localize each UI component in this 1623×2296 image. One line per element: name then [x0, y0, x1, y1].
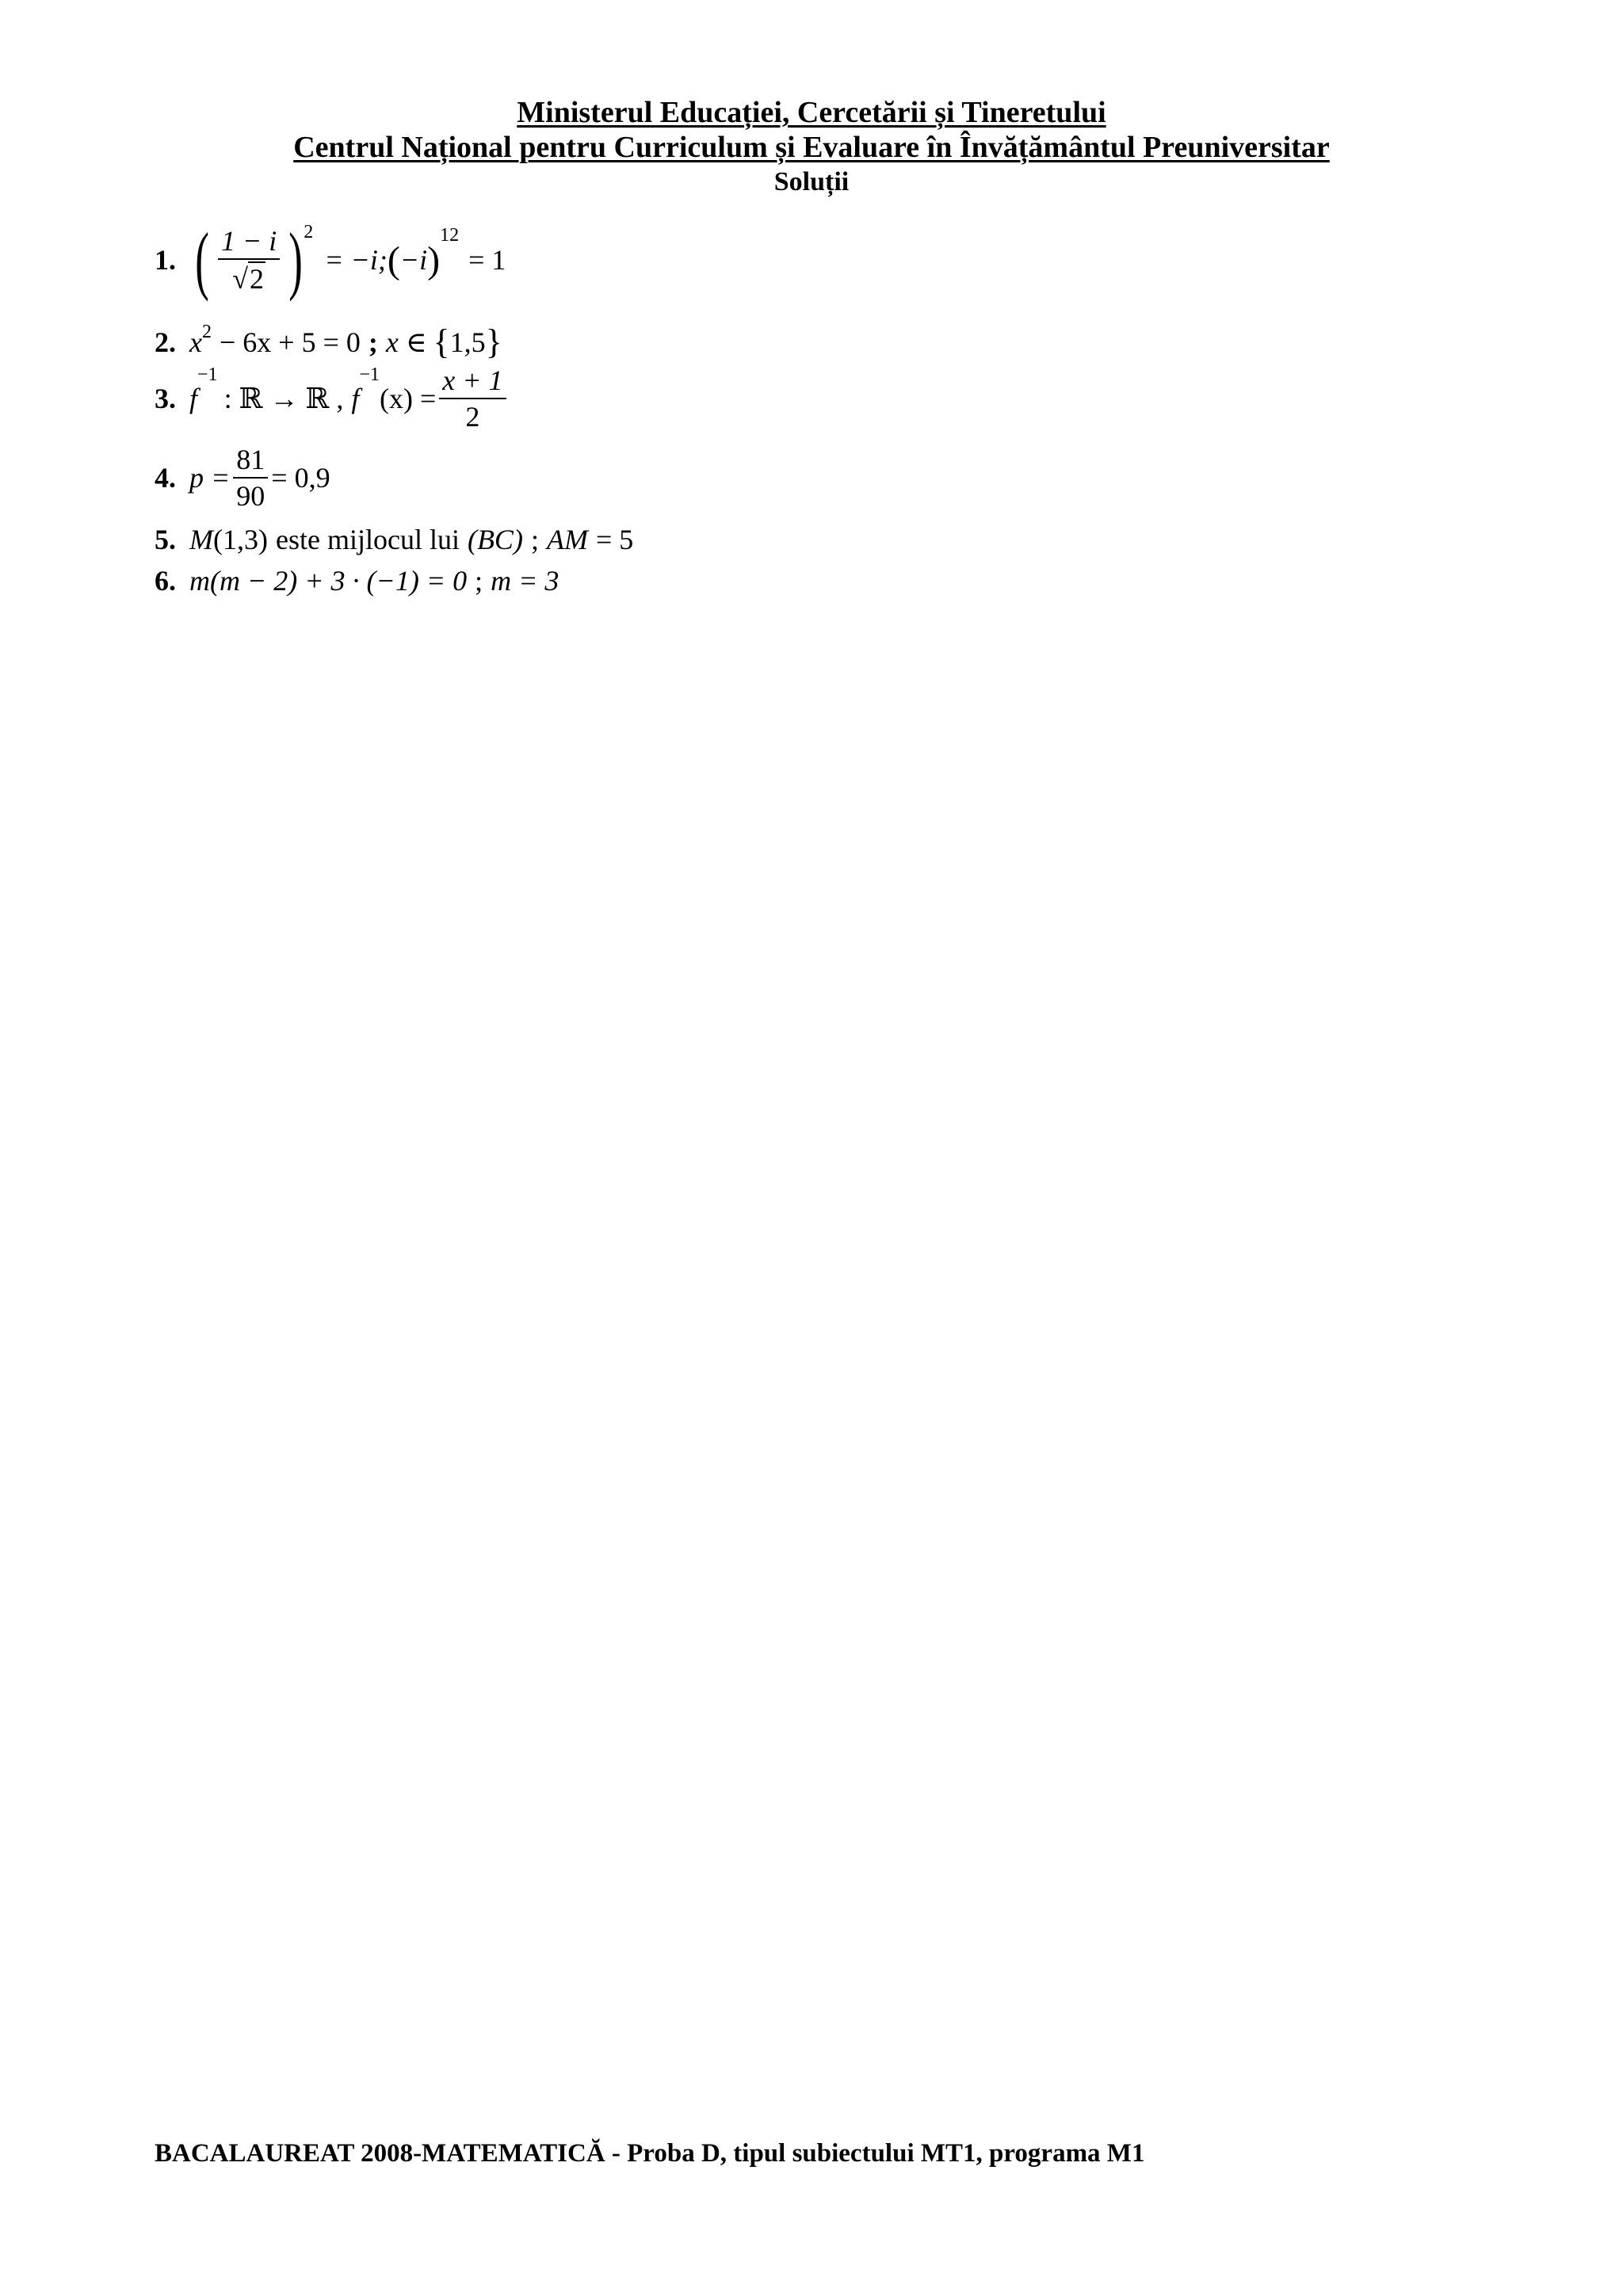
- solution-number: 4.: [155, 462, 176, 494]
- solution-5: [155, 523, 633, 556]
- fraction: 1 − i √ 2: [218, 225, 280, 295]
- page-footer: BACALAUREAT 2008-MATEMATICĂ - Proba D, tipul subiectului MT1, programa M1: [155, 2139, 1145, 2168]
- solution-2-math: x $^2$ − 6x + 5 = 0 ; x ∈ { 1,5 }: [189, 322, 502, 361]
- solution-6: [155, 564, 559, 597]
- solution-number: 1.: [155, 244, 176, 276]
- solution-number: 5.: [155, 524, 176, 555]
- solution-3-math: f $^{-1}$ : ℝ → ℝ , f $^{-1}$ (x) = $\frac{x + 1}{2}$: [189, 364, 510, 433]
- solution-1: [155, 217, 506, 302]
- solution-4: [155, 444, 330, 512]
- center-title: Centrul Național pentru Curriculum și Evaluare în Învățământul Preuniversitar: [293, 131, 1330, 164]
- solution-1-math: ( 1 − i √ 2 ) $^2$ = −i; ( −i ) $^{12}$ = 1: [195, 217, 506, 302]
- solution-number: 3.: [155, 383, 176, 414]
- sqrt-symbol: √ 2: [232, 263, 264, 295]
- page-header: [0, 95, 1623, 200]
- fraction: $\frac{x + 1}{2}$: [439, 364, 506, 433]
- solution-3: [155, 364, 510, 433]
- solution-6-math: m(m − 2) + 3 · (−1) = 0 ; m = 3: [189, 565, 559, 597]
- solution-number: 2.: [155, 326, 176, 358]
- solution-2: [155, 322, 502, 362]
- solution-number: 6.: [155, 565, 176, 597]
- solution-4-math: p = $\frac{81}{90}$ = 0,9: [189, 444, 330, 512]
- ministry-title: Ministerul Educației, Cercetării și Tineretului: [517, 96, 1106, 129]
- fraction: $\frac{81}{90}$: [233, 444, 268, 512]
- solution-5-math: M (1,3) este mijlocul lui (BC) ; AM = 5: [189, 524, 634, 555]
- solutions-title: Soluții: [773, 167, 850, 196]
